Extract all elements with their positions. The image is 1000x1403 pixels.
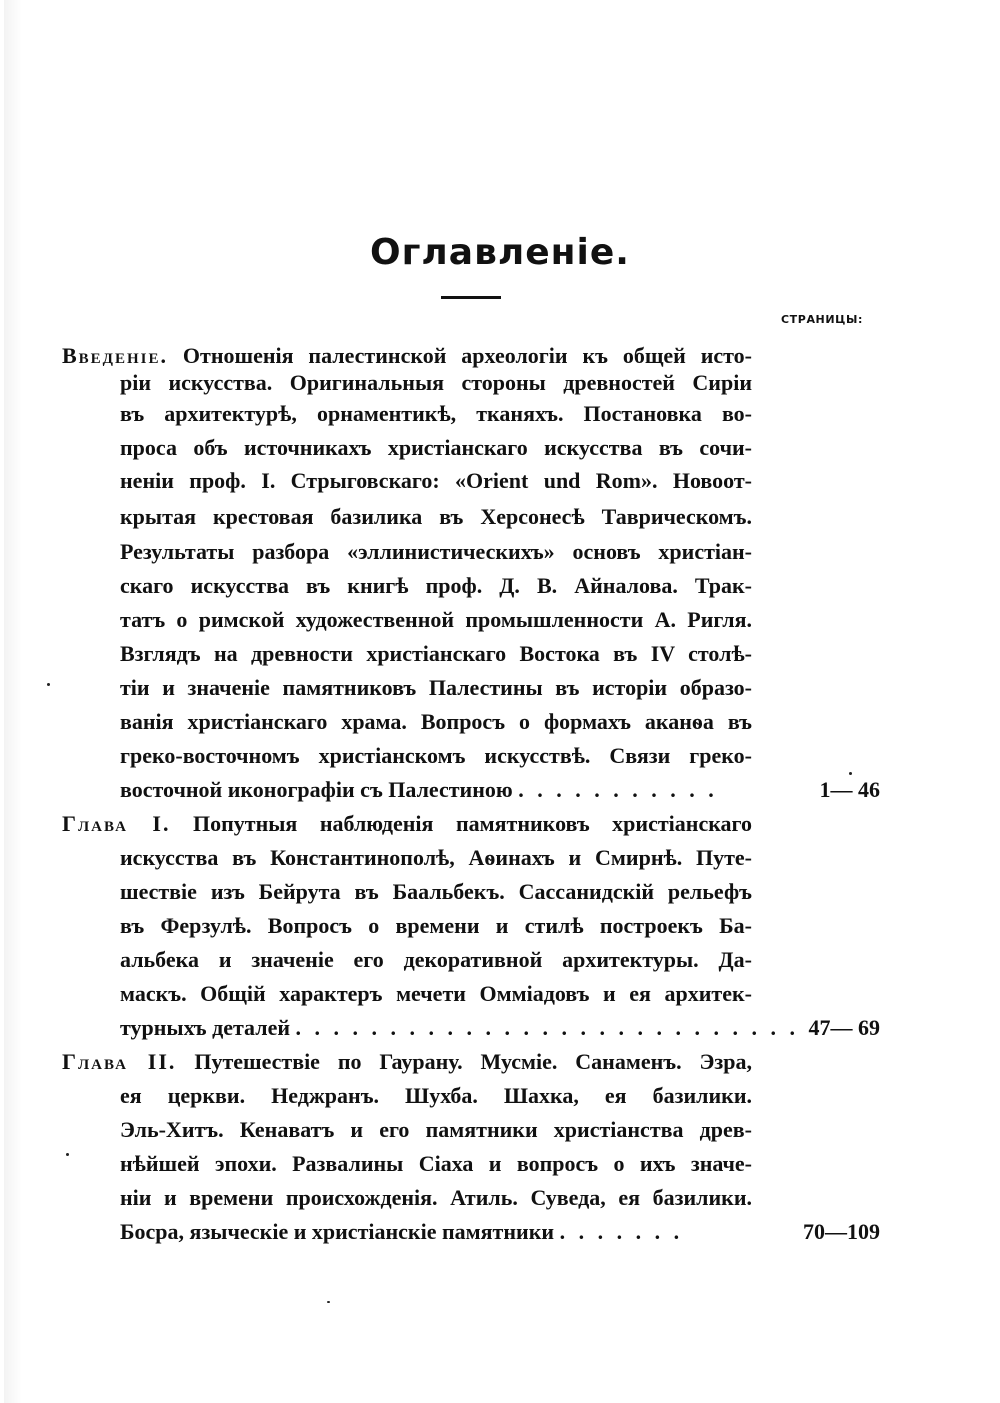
scan-speck xyxy=(849,772,852,775)
page-range: 47— 69 xyxy=(808,1015,880,1040)
page-range: 1— 46 xyxy=(819,777,880,802)
toc-line: въ Ферзулѣ. Вопросъ о времени и стилѣ построекъ Ба- xyxy=(120,913,752,938)
entry-label: Глава I. xyxy=(62,811,171,836)
toc-line: ванія христіанскаго храма. Вопросъ о формахъ аканѳа въ xyxy=(120,709,752,734)
toc-line: неніи проф. І. Стрыговскаго: «Orient und Rom». Новоот- xyxy=(120,468,752,493)
entry-label: Глава II. xyxy=(62,1049,177,1074)
toc-line: проса объ источникахъ христіанскаго искусства въ сочи- xyxy=(120,435,752,460)
toc-line: Глава II. Путешествіе по Гаурану. Мусміе. Санаменъ. Эзра, xyxy=(62,1049,753,1074)
toc-line: Введеніе. Отношенія палестинской археологіи къ общей исто- xyxy=(62,343,753,368)
toc-line: маскъ. Общій характеръ мечети Оммiадовъ и ея архитек- xyxy=(120,981,752,1006)
scan-speck xyxy=(47,683,50,686)
toc-line: Глава I. Попутныя наблюденія памятниковъ христіанскаго xyxy=(62,811,753,836)
dot-leader: . . . . . . . . . . . . . . . . . . . . . . . . . . . xyxy=(295,1015,800,1040)
toc-line: восточной иконографіи съ Палестиною . . . . . . . . . . . xyxy=(120,771,752,809)
dot-leader: . . . . . . . . . . . xyxy=(518,777,718,802)
toc-line: татъ о римской художественной промышленности А. Ригля. xyxy=(120,607,752,632)
page-title: Оглавленіе. xyxy=(370,232,630,273)
scan-shadow-edge xyxy=(4,0,22,1403)
toc-line: ріи искусства. Оригинальныя стороны древностей Сиріи xyxy=(120,370,752,395)
toc-line: тіи и значеніе памятниковъ Палестины въ исторіи образо- xyxy=(120,675,752,700)
toc-line: Взглядъ на древности христіанскаго Востока въ IV столѣ- xyxy=(120,641,752,666)
scan-speck xyxy=(327,1301,330,1303)
toc-line: греко-восточномъ христіанскомъ искусствѣ. Связи греко- xyxy=(120,743,752,768)
toc-line: ея церкви. Неджранъ. Шухба. Шахка, ея базилики. xyxy=(120,1083,752,1108)
toc-line: въ архитектурѣ, орнаментикѣ, тканяхъ. Постановка во- xyxy=(120,401,752,426)
scan-speck xyxy=(66,1153,69,1156)
dot-leader: . . . . . . . xyxy=(559,1219,684,1244)
toc-line: искусства въ Константинополѣ, Аѳинахъ и Смирнѣ. Путе- xyxy=(120,845,752,870)
toc-line: скаго искусства въ книгѣ проф. Д. В. Айналова. Трак- xyxy=(120,573,752,598)
toc-line: ніи и времени происхожденія. Атиль. Суведа, ея базилики. xyxy=(120,1185,752,1210)
toc-line: турныхъ деталей . . . . . . . . . . . . . . . . . . . . . . . . . . . xyxy=(120,1009,752,1047)
title-rule xyxy=(441,296,501,299)
pages-column-header: СТРАНИЦЫ: xyxy=(781,313,863,326)
toc-line: Результаты разбора «эллинистическихъ» основъ христіан- xyxy=(120,539,752,564)
toc-line: крытая крестовая базилика въ Херсонесѣ Таврическомъ. xyxy=(120,504,752,529)
toc-line: Эль-Хитъ. Кенаватъ и его памятники христіанства древ- xyxy=(120,1117,752,1142)
entry-label: Введеніе. xyxy=(62,343,169,368)
toc-line: альбека и значеніе его декоративной архитектуры. Да- xyxy=(120,947,752,972)
toc-line: нѣйшей эпохи. Развалины Сіаха и вопросъ о ихъ значе- xyxy=(120,1151,752,1176)
toc-line: Босра, языческіе и христіанскіе памятники . . . . . . . xyxy=(120,1213,752,1251)
page-range: 70—109 xyxy=(803,1219,880,1244)
toc-line: шествіе изъ Бейрута въ Баальбекъ. Сассанидскій рельефъ xyxy=(120,879,752,904)
